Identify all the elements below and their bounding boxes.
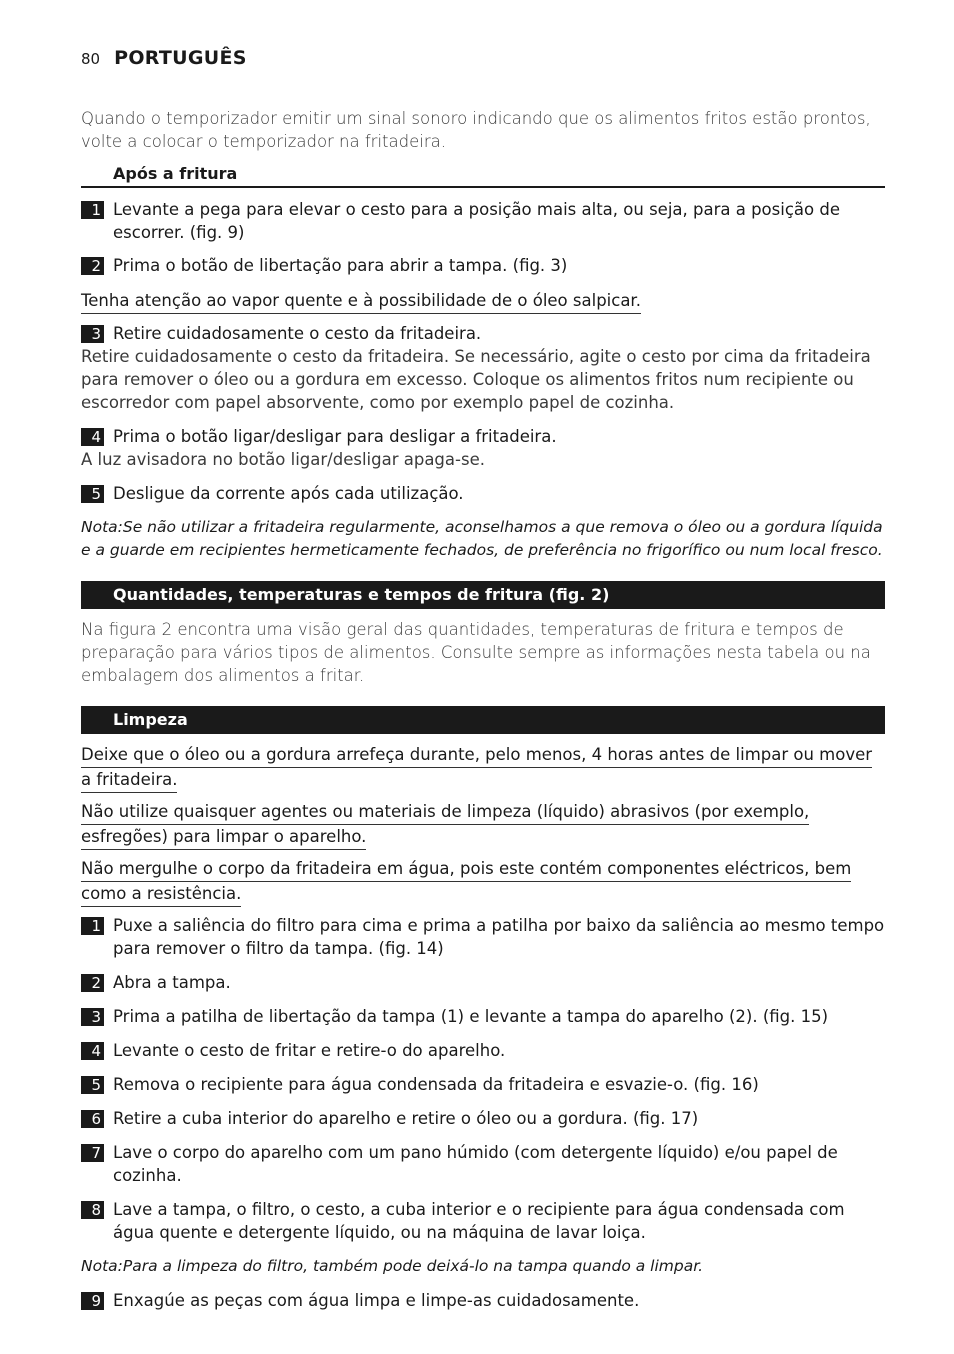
step-number: 2: [81, 974, 104, 992]
step-item: [81, 482, 885, 505]
step-text: Levante a pega para elevar o cesto para a posição mais alta, ou seja, para a posição de escorrer. (fig. 9): [113, 200, 840, 242]
step-item: [81, 1005, 885, 1028]
quantities-paragraph: Na figura 2 encontra uma visão geral das quantidades, temperaturas de fritura e tempos de preparação para vários tipos de alimentos. Consulte sempre as informações nesta tabela ou na embalagem dos alimentos a fritar.: [81, 620, 871, 685]
step-item: [81, 1289, 885, 1312]
step-item: [81, 198, 885, 244]
step-item: [81, 1198, 885, 1244]
step-text: Remova o recipiente para água condensada da fritadeira e esvazie-o. (fig. 16): [113, 1075, 759, 1094]
step-number: 4: [81, 1042, 104, 1060]
step-number: 1: [81, 201, 104, 219]
page-number: 80: [81, 50, 101, 68]
step-number: 3: [81, 325, 104, 343]
step-item: [81, 971, 885, 994]
step-item: [81, 254, 885, 277]
page-header: [81, 47, 247, 73]
section-title: Limpeza: [113, 710, 188, 729]
step-item: [81, 1107, 885, 1130]
step-number: 9: [81, 1292, 104, 1310]
step-text: Retire cuidadosamente o cesto da fritadeira.: [113, 324, 482, 343]
step-number: 6: [81, 1110, 104, 1128]
step-item: [81, 322, 885, 414]
step-text: Lave o corpo do aparelho com um pano húmido (com detergente líquido) e/ou papel de cozinha.: [113, 1143, 838, 1185]
step-text: Desligue da corrente após cada utilização.: [113, 484, 464, 503]
warning-text: Deixe que o óleo ou a gordura arrefeça durante, pelo menos, 4 horas antes de limpar ou mover a fritadeira.: [81, 743, 885, 793]
warning-text: Não utilize quaisquer agentes ou materiais de limpeza (líquido) abrasivos (por exemplo, esfregões) para limpar o aparelho.: [81, 800, 885, 850]
section-heading-cleaning: [81, 706, 885, 734]
step-number: 4: [81, 428, 104, 446]
step-text: Puxe a saliência do filtro para cima e prima a patilha por baixo da saliência ao mesmo tempo para remover o filtro da tampa. (fig. 14): [113, 916, 885, 958]
step-item: [81, 425, 885, 471]
step-number: 5: [81, 1076, 104, 1094]
section-heading-quantities: [81, 581, 885, 609]
step-text: Levante o cesto de fritar e retire-o do aparelho.: [113, 1041, 506, 1060]
note-text: Nota:Para a limpeza do filtro, também pode deixá-lo na tampa quando a limpar.: [81, 1257, 704, 1275]
section-title: Após a fritura: [113, 164, 238, 183]
step-number: 1: [81, 917, 104, 935]
step-number: 5: [81, 485, 104, 503]
language-title: PORTUGUÊS: [114, 47, 247, 69]
step-text: Abra a tampa.: [113, 973, 231, 992]
step-number: 3: [81, 1008, 104, 1026]
section-heading-after-frying: [81, 162, 885, 188]
step-item: [81, 914, 885, 960]
step-text: Prima o botão ligar/desligar para desligar a fritadeira.: [113, 427, 557, 446]
step-subtext: Retire cuidadosamente o cesto da fritadeira. Se necessário, agite o cesto por cima da fritadeira para remover o óleo ou a gordura em excesso. Coloque os alimentos fritos num recipiente ou escorredor com papel absorvente, como por exemplo papel de cozinha.: [81, 347, 871, 412]
warning-text: Tenha atenção ao vapor quente e à possibilidade de o óleo salpicar.: [81, 289, 885, 314]
step-text: Retire a cuba interior do aparelho e retire o óleo ou a gordura. (fig. 17): [113, 1109, 699, 1128]
step-item: [81, 1073, 885, 1096]
section-title: Quantidades, temperaturas e tempos de fritura (fig. 2): [113, 585, 610, 604]
step-text: Enxagúe as peças com água limpa e limpe-as cuidadosamente.: [113, 1291, 640, 1310]
step-text: Prima a patilha de libertação da tampa (1) e levante a tampa do aparelho (2). (fig. 15): [113, 1007, 829, 1026]
step-text: Lave a tampa, o filtro, o cesto, a cuba interior e o recipiente para água condensada com água quente e detergente líquido, ou na máquina de lavar loiça.: [113, 1200, 845, 1242]
step-text: Prima o botão de libertação para abrir a tampa. (fig. 3): [113, 256, 568, 275]
warning-text: Não mergulhe o corpo da fritadeira em água, pois este contém componentes eléctricos, bem como a resistência.: [81, 857, 885, 907]
step-subtext: A luz avisadora no botão ligar/desligar apaga-se.: [81, 450, 485, 469]
step-item: [81, 1039, 885, 1062]
step-number: 8: [81, 1201, 104, 1219]
step-item: [81, 1141, 885, 1187]
note-text: Nota:Se não utilizar a fritadeira regularmente, aconselhamos a que remova o óleo ou a gordura líquida e a guarde em recipientes hermeticamente fechados, de preferência no frigorífico ou num local fresco.: [81, 518, 883, 559]
step-number: 7: [81, 1144, 104, 1162]
step-number: 2: [81, 257, 104, 275]
intro-paragraph: Quando o temporizador emitir um sinal sonoro indicando que os alimentos fritos estão prontos, volte a colocar o temporizador na fritadeira.: [81, 109, 871, 151]
